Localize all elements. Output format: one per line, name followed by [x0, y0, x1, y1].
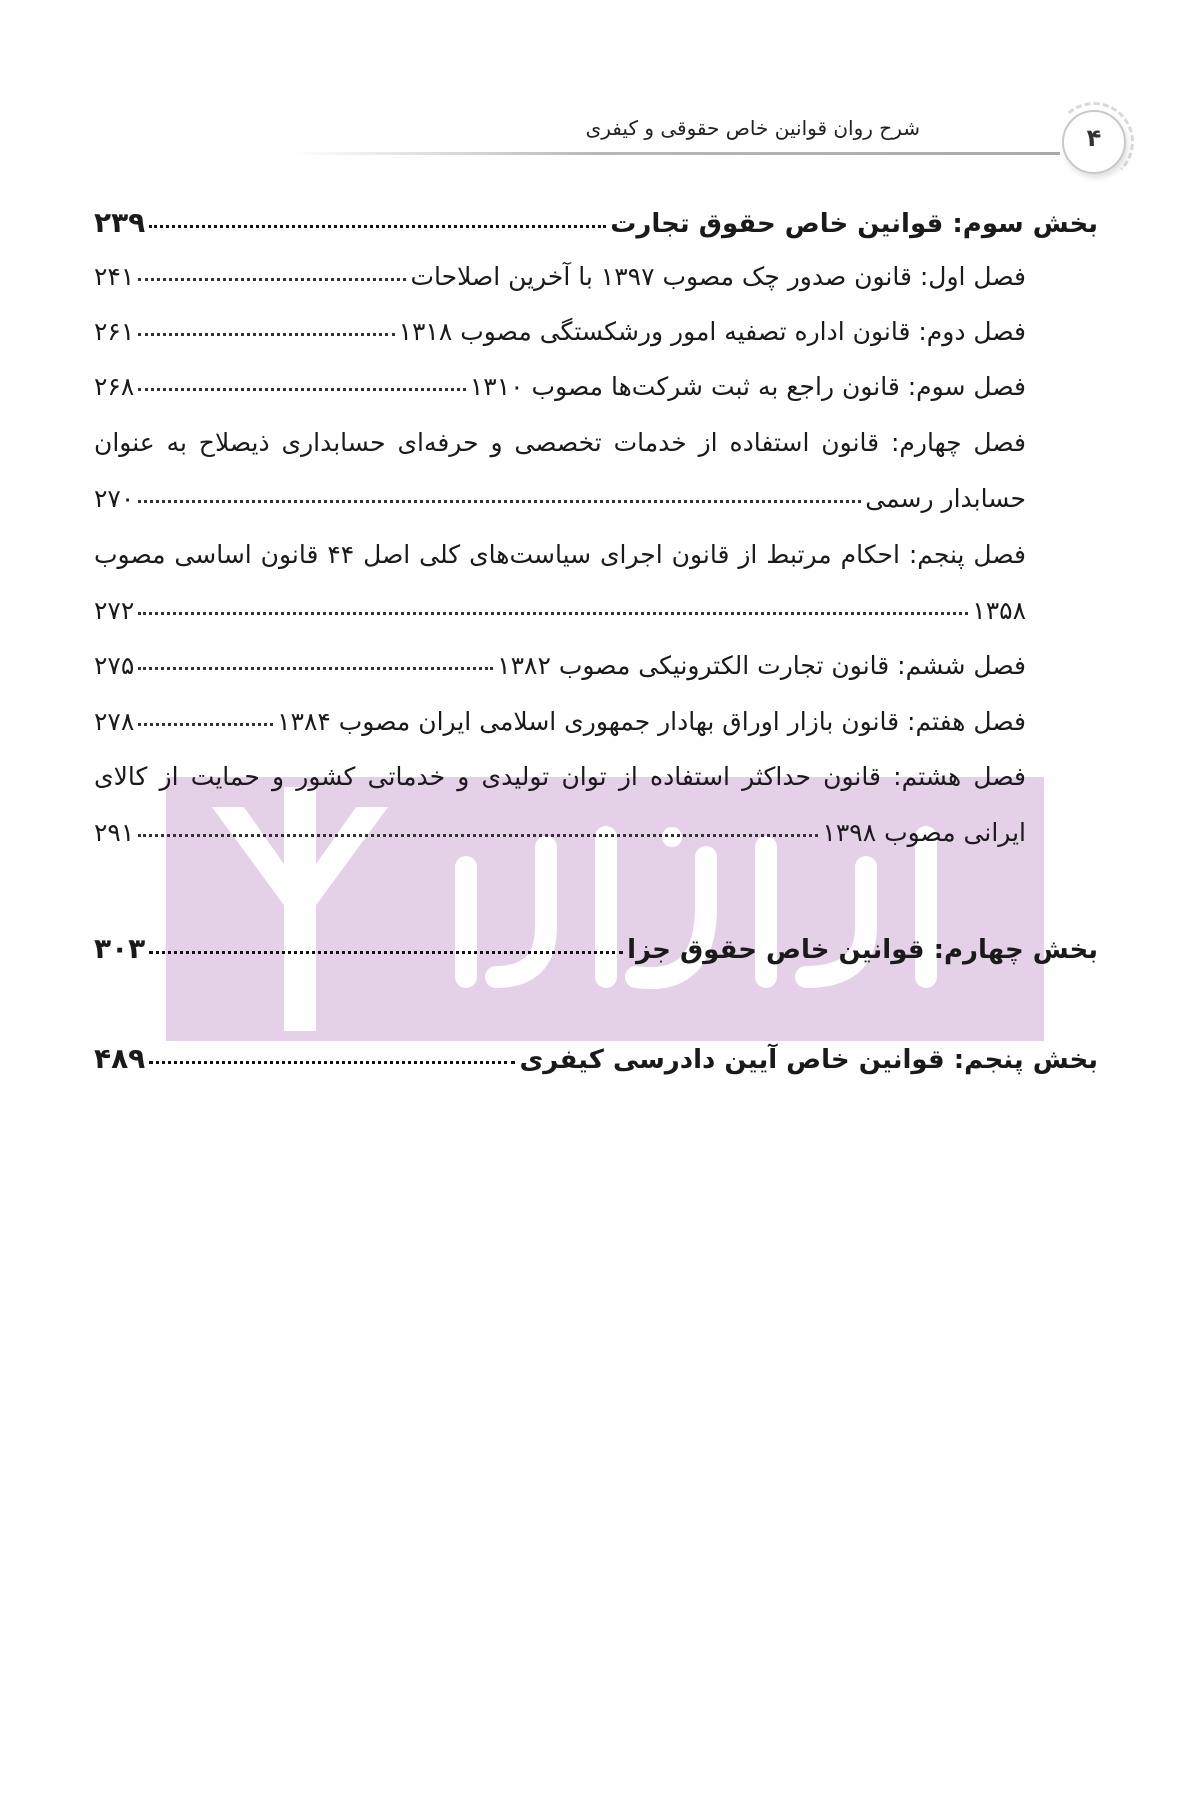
part-prefix: بخش چهارم:: [933, 935, 1098, 965]
toc-entry-chapter-4-line-1[interactable]: فصل چهارم: قانون استفاده از خدمات تخصصی و حرفه‌ای حسابداری ذیصلاح به عنوان: [94, 428, 1026, 457]
dot-leader: [138, 723, 273, 726]
toc-entry-label: ۱۳۵۸: [972, 596, 1026, 625]
toc-entry-label: [610, 209, 1098, 239]
dot-leader: [138, 388, 466, 391]
dot-leader: [138, 667, 493, 670]
dot-leader: [138, 333, 394, 336]
toc-entry-part-4[interactable]: [94, 932, 1098, 965]
toc-entry-part-3[interactable]: [94, 206, 1098, 239]
toc-entry-chapter-1[interactable]: [94, 262, 1026, 291]
page-number: ۴: [1086, 124, 1102, 152]
toc-entry-label: فصل سوم: قانون راجع به ثبت شرکت‌ها مصوب ۱۳۱۰: [469, 372, 1026, 401]
toc-page-number: ۲۷۰: [94, 484, 135, 513]
toc-entry-label: حسابدار رسمی: [865, 484, 1026, 513]
toc-entry-chapter-7[interactable]: [94, 707, 1026, 736]
toc-entry-chapter-8-line-1[interactable]: فصل هشتم: قانون حداکثر استفاده از توان تولیدی و خدماتی کشور و حمایت از کالای: [94, 762, 1026, 791]
toc-entry-chapter-5-line-1[interactable]: فصل پنجم: احکام مرتبط از قانون اجرای سیاست‌های کلی اصل ۴۴ قانون اساسی مصوب: [94, 540, 1026, 569]
part-title: قوانین خاص حقوق تجارت: [610, 209, 944, 239]
part-title: قوانین خاص آیین دادرسی کیفری: [519, 1045, 945, 1075]
toc-entry-chapter-4[interactable]: [94, 484, 1026, 513]
watermark-logo: [166, 777, 1044, 1041]
header-rule: [290, 152, 1060, 155]
part-prefix: بخش سوم:: [952, 209, 1098, 239]
toc-page-number: ۴۸۹: [94, 1042, 146, 1075]
toc-entry-chapter-5[interactable]: [94, 596, 1026, 625]
toc-entry-chapter-8[interactable]: [94, 818, 1026, 847]
dot-leader: [149, 951, 623, 954]
toc-entry-label: ایرانی مصوب ۱۳۹۸: [822, 818, 1026, 847]
toc-page-number: ۲۶۱: [94, 317, 135, 346]
book-title: شرح روان قوانین خاص حقوقی و کیفری: [585, 116, 920, 140]
toc-entry-label: [519, 1045, 1098, 1075]
toc-page-number: ۲۳۹: [94, 206, 146, 239]
dot-leader: [149, 225, 606, 228]
toc-entry-label: [627, 935, 1098, 965]
toc-page-number: ۲۶۸: [94, 372, 135, 401]
toc-entry-label: فصل ششم: قانون تجارت الکترونیکی مصوب ۱۳۸۲: [497, 651, 1026, 680]
toc-entry-label: فصل اول: قانون صدور چک مصوب ۱۳۹۷ با آخرین اصلاحات: [410, 262, 1026, 291]
part-title: قوانین خاص حقوق جزا: [627, 935, 925, 965]
part-prefix: بخش پنجم:: [953, 1045, 1098, 1075]
toc-entry-label: فصل هفتم: قانون بازار اوراق بهادار جمهوری اسلامی ایران مصوب ۱۳۸۴: [277, 707, 1026, 736]
toc-entry-label: فصل دوم: قانون اداره تصفیه امور ورشکستگی مصوب ۱۳۱۸: [398, 317, 1026, 346]
toc-entry-chapter-2[interactable]: [94, 317, 1026, 346]
toc-entry-part-5[interactable]: [94, 1042, 1098, 1075]
toc-page-number: ۲۹۱: [94, 818, 135, 847]
toc-page-number: ۲۴۱: [94, 262, 135, 291]
dot-leader: [138, 834, 818, 837]
toc-page-number: ۲۷۲: [94, 596, 135, 625]
toc-page-number: ۲۷۵: [94, 651, 135, 680]
dot-leader: [138, 278, 406, 281]
toc-page-number: ۳۰۳: [94, 932, 146, 965]
toc-entry-chapter-3[interactable]: [94, 372, 1026, 401]
dot-leader: [138, 500, 861, 503]
toc-page-number: ۲۷۸: [94, 707, 135, 736]
toc-entry-chapter-6[interactable]: [94, 651, 1026, 680]
page-header: [0, 0, 1192, 190]
dot-leader: [149, 1061, 515, 1064]
dot-leader: [138, 612, 968, 615]
